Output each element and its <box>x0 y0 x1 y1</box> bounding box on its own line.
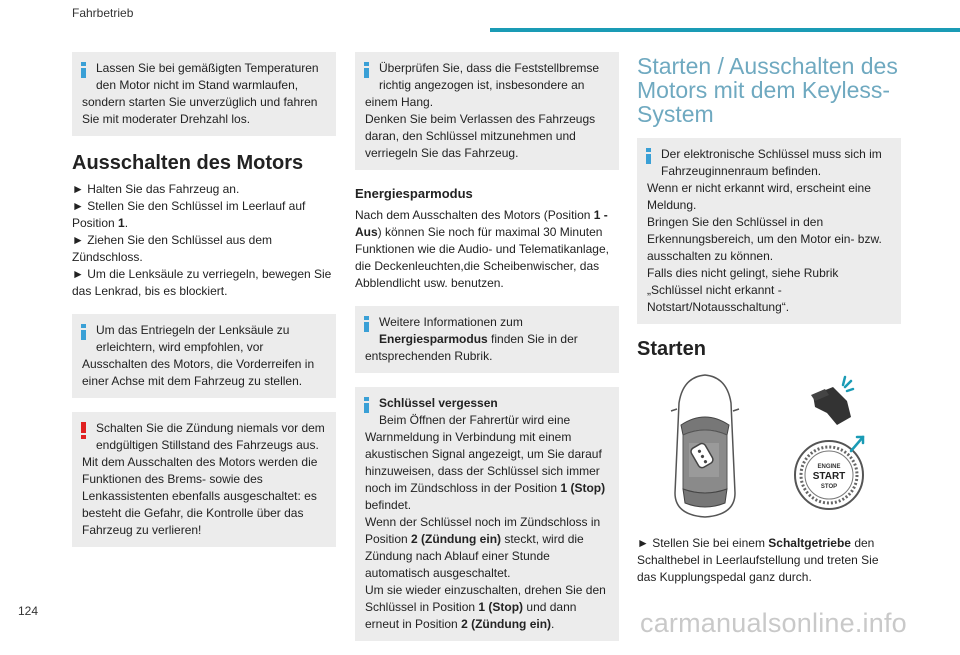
text: Wenn der Schlüssel noch im Zündschloss in Position <box>365 515 601 546</box>
text: Um sie wieder einzuschalten, drehen Sie den Schlüssel in Position <box>365 583 606 614</box>
forgotten-key-title: Schlüssel vergessen <box>379 396 498 410</box>
info-text-3: Falls dies nicht gelingt, siehe Rubrik „Schlüssel nicht erkannt - Notstart/Notausschaltung“. <box>647 266 839 314</box>
bold: 1 (Stop) <box>478 600 524 614</box>
info-lead-text-end: finden Sie in der <box>487 332 578 346</box>
info-lead <box>365 314 609 348</box>
info-lead: Der elektronische Schlüssel muss sich im Fahrzeuginnenraum befinden. <box>661 147 882 178</box>
section-heading-starten: Starten <box>637 338 706 360</box>
info-icon <box>364 62 369 77</box>
info-icon <box>364 316 369 331</box>
warning-icon <box>81 422 86 437</box>
step-text-end: den Schalthebel in Leerlaufstellung und treten Sie das Kupplungspedal ganz durch. <box>637 536 879 584</box>
info-icon <box>81 324 86 339</box>
illustration-keyless-start <box>637 371 901 521</box>
bold: 2 (Zündung ein) <box>411 532 502 546</box>
info-box-warmup <box>72 52 336 136</box>
bold: 1 (Stop) <box>560 481 606 495</box>
warning-text: Mit dem Ausschalten des Motors werden die Funktionen des Brems- sowie des Lenkassistenten ebenfalls ausgeschaltet: es besteht die Gefahr, die Kontrolle über das Fahrzeug zu verlieren! <box>82 455 318 537</box>
text-mid: und dann erneut in Position <box>365 600 577 631</box>
info-box-energy-ref <box>355 306 619 373</box>
hand-press-icon <box>811 377 853 425</box>
info-text-1: Wenn er nicht erkannt wird, erscheint eine Meldung. <box>647 181 871 212</box>
step-manual-gearbox <box>637 535 901 586</box>
column-2 <box>355 52 619 655</box>
info-text-1 <box>365 429 609 514</box>
column-3 <box>637 52 901 586</box>
info-icon <box>646 148 651 163</box>
info-lead-bold: Energiesparmodus <box>379 332 488 346</box>
energy-text: Nach dem Ausschalten des Motors (Position <box>355 208 594 222</box>
column-1 <box>72 52 336 561</box>
info-lead: Beim Öffnen der Fahrertür wird eine <box>379 413 571 427</box>
text-end: . <box>551 617 555 631</box>
section-heading-ausschalten: Ausschalten des Motors <box>72 152 304 174</box>
car-top-view-icon <box>671 375 739 517</box>
step-stop-vehicle: ► Halten Sie das Fahrzeug an. <box>72 182 240 196</box>
button-line-stop: STOP <box>820 484 838 490</box>
step-key-position <box>72 198 336 232</box>
bold-2: 2 (Zündung ein) <box>461 617 552 631</box>
info-lead: Lassen Sie bei gemäßigten Temperaturen den Motor nicht im Stand warmlaufen, <box>96 61 319 92</box>
step-text: ► Stellen Sie den Schlüssel im Leerlauf auf Position <box>72 199 306 230</box>
step-remove-key: ► Ziehen Sie den Schlüssel aus dem Zündschloss. <box>72 233 272 264</box>
info-title <box>365 395 609 412</box>
step-lock-steering: ► Um die Lenksäule zu verriegeln, bewegen Sie das Lenkrad, bis es blockiert. <box>72 267 332 298</box>
page-number: 124 <box>18 604 39 618</box>
step-bold: 1 <box>118 216 125 230</box>
button-line-engine: ENGINE <box>817 464 841 470</box>
info-box-steering <box>72 314 336 398</box>
info-icon <box>81 62 86 77</box>
info-text: einem Hang. <box>365 95 434 109</box>
info-text-2: Denken Sie beim Verlassen des Fahrzeugs daran, den Schlüssel mitzunehmen und verriegeln Sie das Fahrzeug. <box>365 112 596 160</box>
info-text-3 <box>365 582 609 633</box>
info-lead: Überprüfen Sie, dass die Feststellbremse richtig angezogen ist, insbesondere an <box>379 61 600 92</box>
info-lead-text: Weitere Informationen zum <box>379 315 523 329</box>
text-end: steckt, wird die Zündung nach Ablauf einer Stunde automatisch ausgeschaltet. <box>365 532 584 580</box>
info-text-2: Bringen Sie den Schlüssel in den Erkennungsbereich, um den Motor ein- bzw. ausschalten zu können. <box>647 215 882 263</box>
header-accent-bar <box>490 28 960 32</box>
energy-bold: 1 - Aus <box>355 208 608 239</box>
text-end: befindet. <box>365 498 412 512</box>
info-box-parking-brake <box>355 52 619 170</box>
watermark-text: carmanualsonline.info <box>640 608 907 638</box>
info-text: Ausschalten des Motors, die Vorderreifen in einer Achse mit dem Fahrzeug zu stellen. <box>82 357 315 388</box>
info-text-2 <box>365 514 609 582</box>
warning-lead: Schalten Sie die Zündung niemals vor dem endgültigen Stillstand des Fahrzeugs aus. <box>96 421 325 452</box>
info-box-forgotten-key <box>355 387 619 641</box>
illustration-svg <box>637 371 901 521</box>
page-header-title: Fahrbetrieb <box>72 6 134 20</box>
info-lead: Um das Entriegeln der Lenksäule zu erleichtern, wird empfohlen, vor <box>96 323 290 354</box>
section-heading-keyless: Starten / Ausschalten des Motors mit dem Keyless-System <box>637 53 898 127</box>
step-text: ► Stellen Sie bei einem <box>637 536 769 550</box>
warning-box-ignition <box>72 412 336 547</box>
energy-paragraph <box>355 207 619 292</box>
step-bold: Schaltgetriebe <box>768 536 851 550</box>
info-box-keyless <box>637 138 901 324</box>
step-text-end: . <box>124 216 129 230</box>
text: Warnmeldung in Verbindung mit einem akustischen Signal angezeigt, um Sie darauf hinzuweisen, dass der Schlüssel sich immer noch im Zündschloss in der Position <box>365 430 602 495</box>
info-text: sondern starten Sie unverzüglich und fahren Sie mit moderater Drehzahl los. <box>82 95 318 126</box>
info-text: entsprechenden Rubrik. <box>365 349 493 363</box>
button-line-start: START <box>812 471 846 482</box>
section-heading-energiesparmodus: Energiesparmodus <box>355 186 473 201</box>
engine-start-button-icon <box>795 437 863 509</box>
info-icon <box>364 397 369 412</box>
energy-text-end: ) können Sie noch für maximal 30 Minuten Funktionen wie die Audio- und Telematikanlage, die Deckenleuchten,die Scheibenwischer, das Abblendlicht usw. benutzen. <box>355 225 609 290</box>
